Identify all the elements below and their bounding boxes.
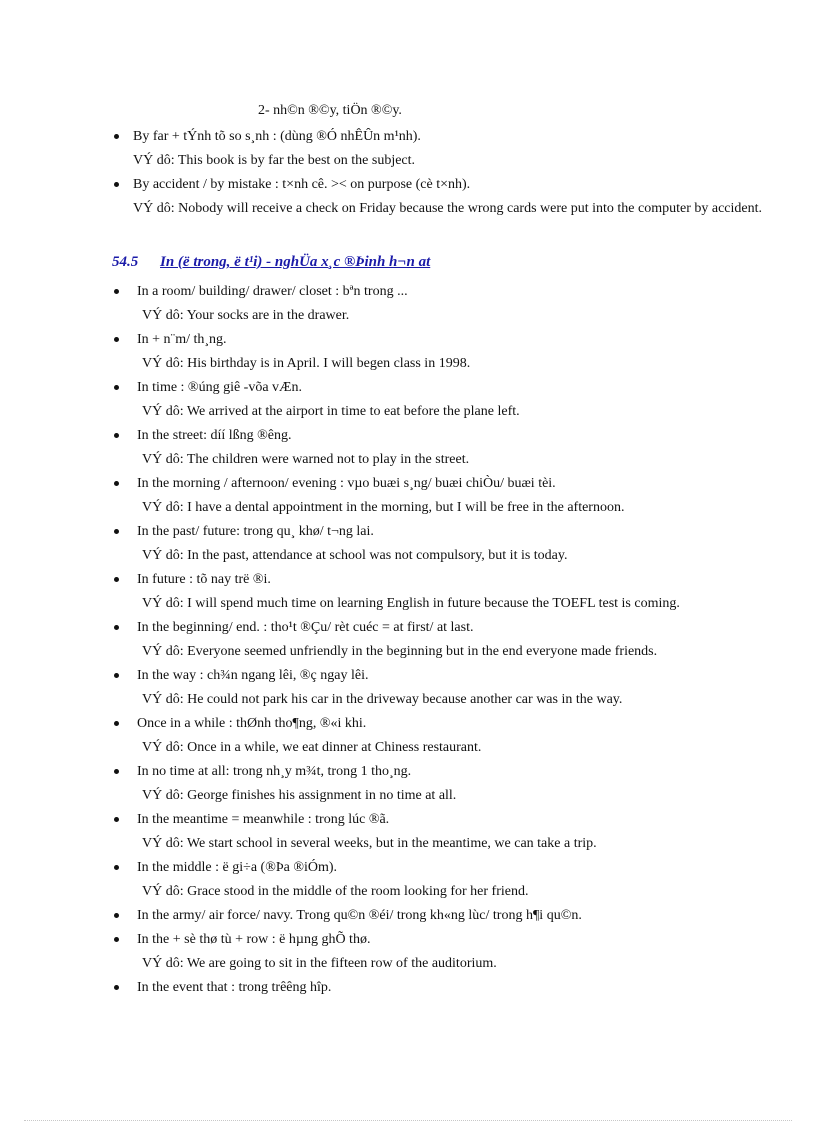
continued-line: 2- nh©n ®©y, tiÖn ®©y. — [258, 103, 402, 118]
item-text: In the meantime = meanwhile : trong lúc ®ã. — [137, 812, 390, 827]
bullet-list-in — [112, 283, 762, 1003]
item-example: VÝ dô: The children were warned not to play in the street. — [142, 452, 470, 467]
bullet-icon — [114, 673, 119, 678]
bullet-list-top — [112, 128, 762, 224]
item-text: In future : tõ nay trë ®i. — [137, 572, 271, 587]
item-text: In time : ®úng giê -võa vÆn. — [137, 380, 302, 395]
item-text: In + n¨m/ th¸ng. — [137, 332, 227, 347]
list-item — [112, 907, 762, 924]
list-item — [112, 128, 762, 169]
item-example: VÝ dô: I will spend much time on learning English in future because the TOEFL test is coming. — [142, 596, 680, 611]
item-example: VÝ dô: I have a dental appointment in the morning, but I will be free in the afternoon. — [142, 500, 625, 515]
item-text: In the + sè thø tù + row : ë hµng ghÕ thø. — [137, 932, 371, 947]
item-text: By accident / by mistake : t×nh cê. >< on purpose (cè t×nh). — [133, 177, 471, 192]
bullet-icon — [114, 721, 119, 726]
item-example: VÝ dô: George finishes his assignment in no time at all. — [142, 788, 457, 803]
list-item — [112, 475, 762, 516]
list-item — [112, 379, 762, 420]
item-example: VÝ dô: This book is by far the best on the subject. — [133, 153, 416, 168]
bullet-icon — [114, 865, 119, 870]
bullet-icon — [114, 985, 119, 990]
item-text: Once in a while : thØnh tho¶ng, ®«i khi. — [137, 716, 367, 731]
item-text: In a room/ building/ drawer/ closet : bªn trong ... — [137, 284, 408, 299]
item-example: VÝ dô: We arrived at the airport in time to eat before the plane left. — [142, 404, 520, 419]
list-item — [112, 619, 762, 660]
list-item — [112, 667, 762, 708]
list-item — [112, 427, 762, 468]
item-text: In the morning / afternoon/ evening : vµo buæi s¸ng/ buæi chiÒu/ buæi tèi. — [137, 476, 556, 491]
item-text: In the way : ch¾n ngang lêi, ®ç ngay lêi. — [137, 668, 369, 683]
page-bottom-divider — [24, 1120, 792, 1121]
section-title: In (ë trong, ë t¹i) - nghÜa x¸c ®Þinh h¬n at — [160, 254, 431, 270]
item-text: In the street: díí lßng ®êng. — [137, 428, 292, 443]
item-example: VÝ dô: In the past, attendance at school was not compulsory, but it is today. — [142, 548, 568, 563]
bullet-icon — [114, 337, 119, 342]
list-item — [112, 331, 762, 372]
bullet-icon — [114, 134, 119, 139]
item-example: VÝ dô: We are going to sit in the fifteen row of the auditorium. — [142, 956, 497, 971]
item-text: In the middle : ë gi÷a (®Þa ®iÓm). — [137, 860, 338, 875]
item-example: VÝ dô: Once in a while, we eat dinner at Chiness restaurant. — [142, 740, 482, 755]
item-example: VÝ dô: His birthday is in April. I will begen class in 1998. — [142, 356, 471, 371]
bullet-icon — [114, 182, 119, 187]
item-example: VÝ dô: Grace stood in the middle of the room looking for her friend. — [142, 884, 529, 899]
item-example: VÝ dô: Nobody will receive a check on Friday because the wrong cards were put into the computer by accident. — [133, 201, 763, 216]
bullet-icon — [114, 433, 119, 438]
list-item — [112, 763, 762, 804]
bullet-icon — [114, 625, 119, 630]
list-item — [112, 715, 762, 756]
bullet-icon — [114, 769, 119, 774]
list-item — [112, 811, 762, 852]
item-text: In the army/ air force/ navy. Trong qu©n ®éi/ trong kh«ng lùc/ trong h¶i qu©n. — [137, 908, 582, 923]
section-heading — [112, 254, 430, 271]
bullet-icon — [114, 577, 119, 582]
item-example: VÝ dô: Everyone seemed unfriendly in the beginning but in the end everyone made friends. — [142, 644, 658, 659]
item-example: VÝ dô: Your socks are in the drawer. — [142, 308, 350, 323]
bullet-icon — [114, 289, 119, 294]
bullet-icon — [114, 913, 119, 918]
item-example: VÝ dô: He could not park his car in the driveway because another car was in the way. — [142, 692, 623, 707]
list-item — [112, 931, 762, 972]
list-item — [112, 283, 762, 324]
bullet-icon — [114, 529, 119, 534]
item-text: In the beginning/ end. : tho¹t ®Çu/ rèt cuéc = at first/ at last. — [137, 620, 474, 635]
item-text: In the event that : trong trêêng hîp. — [137, 980, 332, 995]
list-item — [112, 571, 762, 612]
bullet-icon — [114, 385, 119, 390]
list-item — [112, 523, 762, 564]
item-text: In no time at all: trong nh¸y m¾t, trong 1 tho¸ng. — [137, 764, 412, 779]
item-text: In the past/ future: trong qu¸ khø/ t¬ng lai. — [137, 524, 374, 539]
list-item — [112, 176, 762, 217]
bullet-icon — [114, 937, 119, 942]
list-item — [112, 979, 762, 996]
item-example: VÝ dô: We start school in several weeks, but in the meantime, we can take a trip. — [142, 836, 597, 851]
bullet-icon — [114, 481, 119, 486]
item-text: By far + tÝnh tõ so s¸nh : (dùng ®Ó nhÊÛn m¹nh). — [133, 129, 421, 144]
list-item — [112, 859, 762, 900]
bullet-icon — [114, 817, 119, 822]
section-number: 54.5 — [112, 254, 139, 270]
